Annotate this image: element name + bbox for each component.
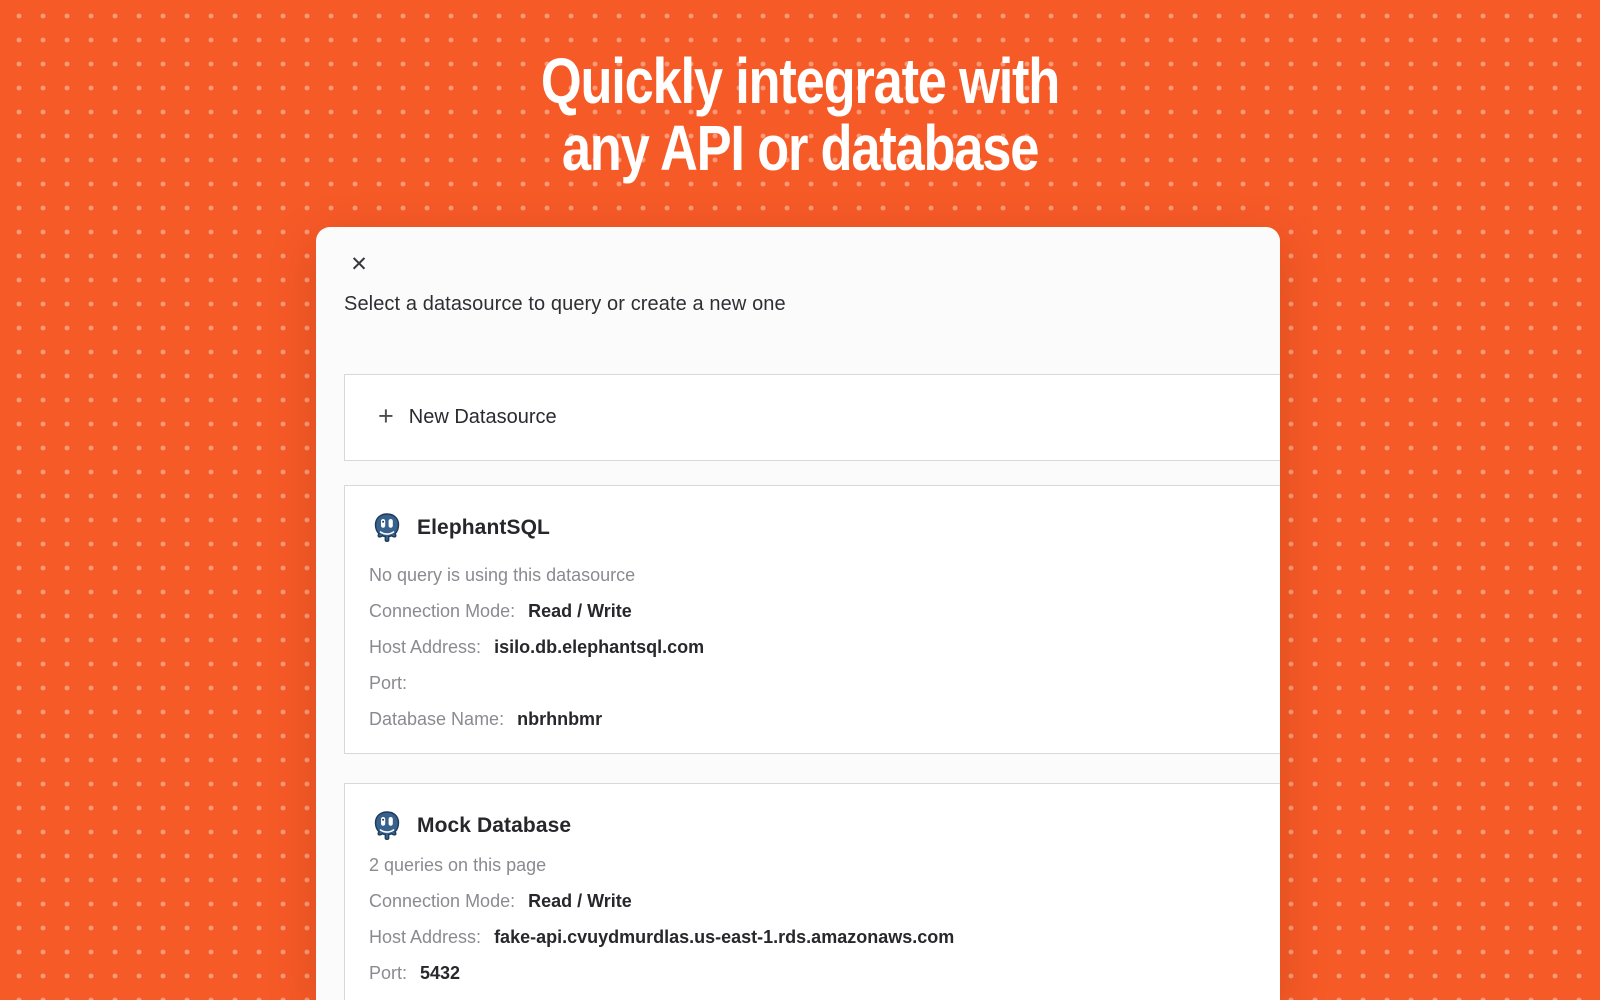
- hero-heading: [144, 45, 1456, 184]
- field-host-address: Host Address: isilo.db.elephantsql.com: [369, 636, 705, 657]
- field-port: Port: 5432: [369, 962, 461, 983]
- plus-icon: +: [378, 400, 394, 431]
- hero-line-1: Quickly integrate with: [540, 45, 1060, 117]
- datasource-card-elephantsql[interactable]: [344, 485, 1280, 754]
- postgresql-elephant-icon: [373, 512, 401, 543]
- datasource-usage: No query is using this datasource: [369, 564, 636, 585]
- datasource-usage: 2 queries on this page: [369, 854, 547, 875]
- field-connection-mode: Connection Mode: Read / Write: [369, 600, 632, 621]
- field-database-name: Database Name: nbrhnbmr: [369, 708, 603, 729]
- datasource-name: ElephantSQL: [417, 515, 550, 539]
- modal-title: Select a datasource to query or create a new one: [344, 293, 786, 315]
- datasource-name: Mock Database: [417, 813, 572, 837]
- close-icon: ✕: [350, 252, 368, 276]
- new-datasource-button[interactable]: [344, 374, 1280, 461]
- datasource-modal: [316, 227, 1280, 1000]
- new-datasource-label: New Datasource: [408, 406, 557, 428]
- field-host-address: Host Address: fake-api.cvuydmurdlas.us-east-1.rds.amazonaws.com: [369, 926, 955, 947]
- hero-line-2: any API or database: [561, 112, 1039, 184]
- datasource-card-mock-database[interactable]: [344, 783, 1280, 1000]
- field-port: Port:: [369, 672, 408, 693]
- close-button[interactable]: [346, 251, 372, 277]
- field-connection-mode: Connection Mode: Read / Write: [369, 890, 632, 911]
- postgresql-elephant-icon: [373, 810, 401, 841]
